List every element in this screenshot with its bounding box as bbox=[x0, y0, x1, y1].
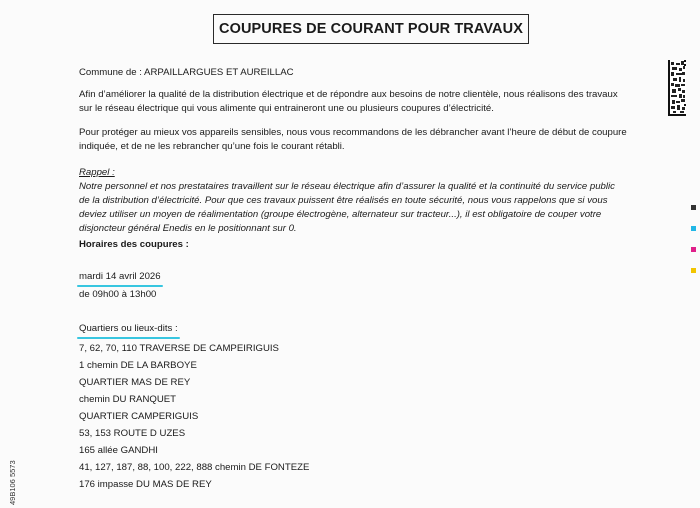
intro-line: Afin d’améliorer la qualité de la distribution électrique et de répondre aux besoins de notre clientèle, nous réalisons des travaux bbox=[79, 89, 618, 100]
intro-line: sur le réseau électrique qui vous alimente qui entraineront une ou plusieurs coupures d’électricité. bbox=[79, 103, 494, 114]
horaires-heading: Horaires des coupures : bbox=[79, 239, 189, 250]
outage-hours: de 09h00 à 13h00 bbox=[79, 289, 157, 300]
print-mark-dark bbox=[691, 205, 696, 210]
quartiers-heading-text: Quartiers ou lieux-dits : bbox=[79, 323, 178, 334]
commune-line: Commune de : ARPAILLARGUES ET AUREILLAC bbox=[79, 67, 294, 78]
document-title bbox=[213, 14, 529, 44]
list-item: 41, 127, 187, 88, 100, 222, 888 chemin DE FONTEZE bbox=[79, 462, 310, 473]
list-item: QUARTIER MAS DE REY bbox=[79, 377, 191, 388]
rappel-line: de la distribution d’électricité. Pour que ces travaux puissent être réalisés en toute sécurité, nous vous rappelons que si vous bbox=[79, 195, 608, 206]
advice-line: indiquée, et de ne les rebrancher qu’une fois le courant rétabli. bbox=[79, 141, 345, 152]
advice-line: Pour protéger au mieux vos appareils sensibles, nous vous recommandons de les débrancher avant l’heure de début de coupure bbox=[79, 127, 627, 138]
lieux-list bbox=[79, 340, 649, 493]
quartiers-heading bbox=[79, 322, 649, 336]
print-mark-magenta bbox=[691, 247, 696, 252]
datamatrix-code-icon bbox=[668, 60, 686, 116]
list-item: 176 impasse DU MAS DE REY bbox=[79, 479, 212, 490]
rappel-paragraph bbox=[79, 180, 649, 236]
print-mark-cyan bbox=[691, 226, 696, 231]
list-item: chemin DU RANQUET bbox=[79, 394, 177, 405]
print-mark-yellow bbox=[691, 268, 696, 273]
advice-paragraph bbox=[79, 126, 649, 154]
list-item: 165 allée GANDHI bbox=[79, 445, 158, 456]
intro-paragraph bbox=[79, 88, 649, 116]
rappel-heading: Rappel : bbox=[79, 167, 115, 178]
list-item: 7, 62, 70, 110 TRAVERSE DE CAMPEIRIGUIS bbox=[79, 343, 279, 354]
outage-date-text: mardi 14 avril 2026 bbox=[79, 271, 161, 282]
list-item: 53, 153 ROUTE D UZES bbox=[79, 428, 186, 439]
side-reference-code: 49B106 5573 bbox=[8, 460, 17, 505]
document-title-text: COUPURES DE COURANT POUR TRAVAUX bbox=[219, 21, 523, 37]
rappel-line: disjoncteur général Enedis en le positionnant sur 0. bbox=[79, 223, 297, 234]
outage-date bbox=[79, 270, 649, 284]
list-item: QUARTIER CAMPERIGUIS bbox=[79, 411, 199, 422]
rappel-line: Notre personnel et nos prestataires travaillent sur le réseau électrique afin d’assurer la qualité et la continuité du service public bbox=[79, 181, 615, 192]
list-item: 1 chemin DE LA BARBOYE bbox=[79, 360, 197, 371]
rappel-line: deviez utiliser un moyen de réalimentation (groupe électrogène, alternateur sur tracteur...), il est obligatoire de couper votre bbox=[79, 209, 602, 220]
